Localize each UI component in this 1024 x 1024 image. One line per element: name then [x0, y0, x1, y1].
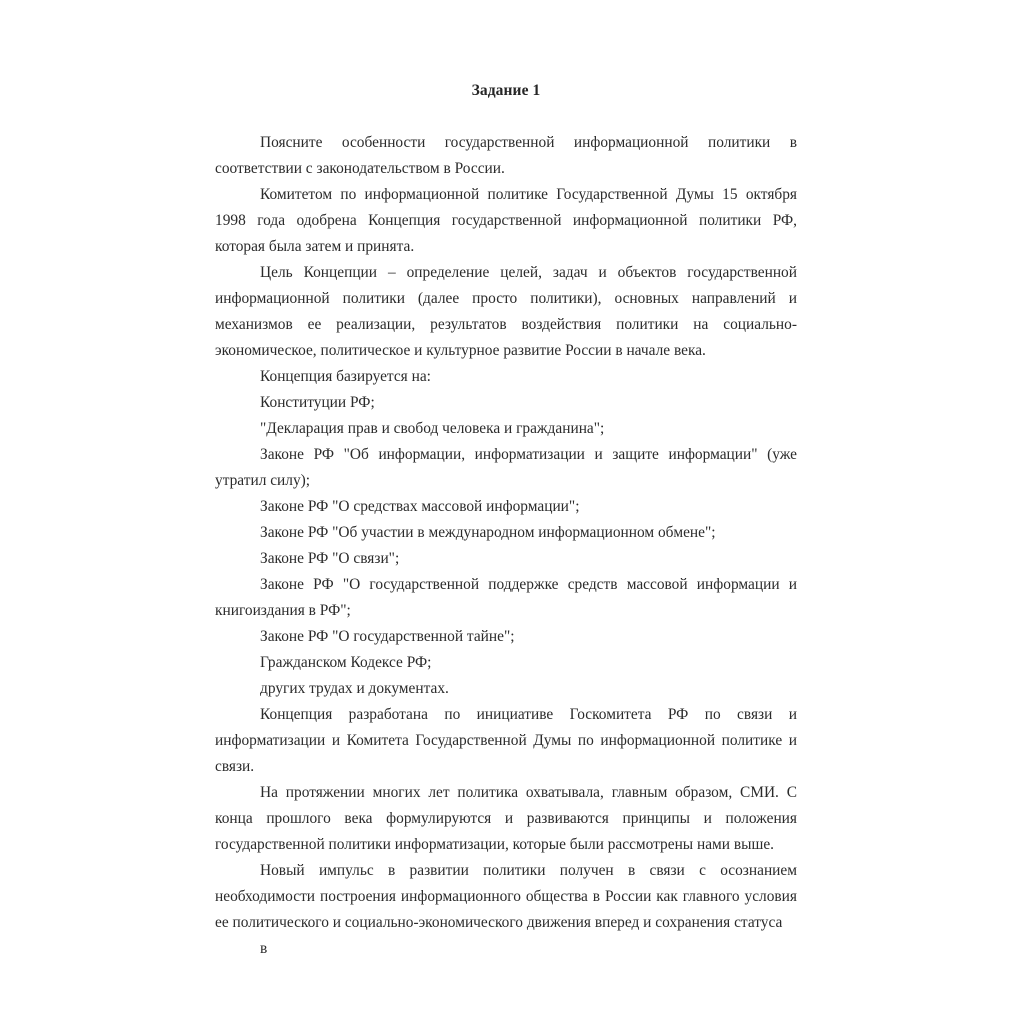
document-text [215, 130, 797, 957]
document-body [215, 78, 797, 957]
list-item: Законе РФ "О связи"; [260, 550, 400, 567]
list-item: Законе РФ "О государственной поддержке средств массовой информации и книгоиздания в РФ"; [215, 576, 797, 619]
paragraph-committee: Комитетом по информационной политике Государственной Думы 15 октября 1998 года одобрена Концепция государственной информационной политики РФ, которая была затем и принята. [215, 186, 797, 255]
list-item: "Декларация прав и свобод человека и гражданина"; [260, 420, 605, 437]
list-item: других трудах и документах. [260, 680, 449, 697]
paragraph-media: На протяжении многих лет политика охватывала, главным образом, СМИ. С конца прошлого века формулируются и развиваются принципы и положения государственной политики информатизации, которые были рассмотрены нами выше. [215, 784, 797, 853]
list-item: Законе РФ "Об информации, информатизации и защите информации" (уже утратил силу); [215, 446, 797, 489]
clipped-continuation-line: в [260, 940, 268, 957]
paragraph-new-impulse: Новый импульс в развитии политики получен в связи с осознанием необходимости построения информационного общества в России как главного условия ее политического и социально-экономического движения вперед и сохранения статуса [215, 862, 797, 931]
list-item: Законе РФ "О государственной тайне"; [260, 628, 515, 645]
paragraph-intro: Поясните особенности государственной информационной политики в соответствии с законодательством в России. [215, 134, 797, 177]
list-item: Конституции РФ; [260, 394, 375, 411]
paragraph-initiative: Концепция разработана по инициативе Госкомитета РФ по связи и информатизации и Комитета Государственной Думы по информационной политике и связи. [215, 706, 797, 775]
list-item: Законе РФ "Об участии в международном информационном обмене"; [260, 524, 716, 541]
list-item: Законе РФ "О средствах массовой информации"; [260, 498, 580, 515]
list-item: Гражданском Кодексе РФ; [260, 654, 432, 671]
page-title: Задание 1 [471, 82, 541, 99]
list-intro: Концепция базируется на: [260, 368, 431, 385]
paragraph-purpose: Цель Концепции – определение целей, задач и объектов государственной информационной политики (далее просто политики), основных направлений и механизмов ее реализации, результатов воздействия политики на социально-экономическое, политическое и культурное развитие России в начале века. [215, 264, 797, 359]
